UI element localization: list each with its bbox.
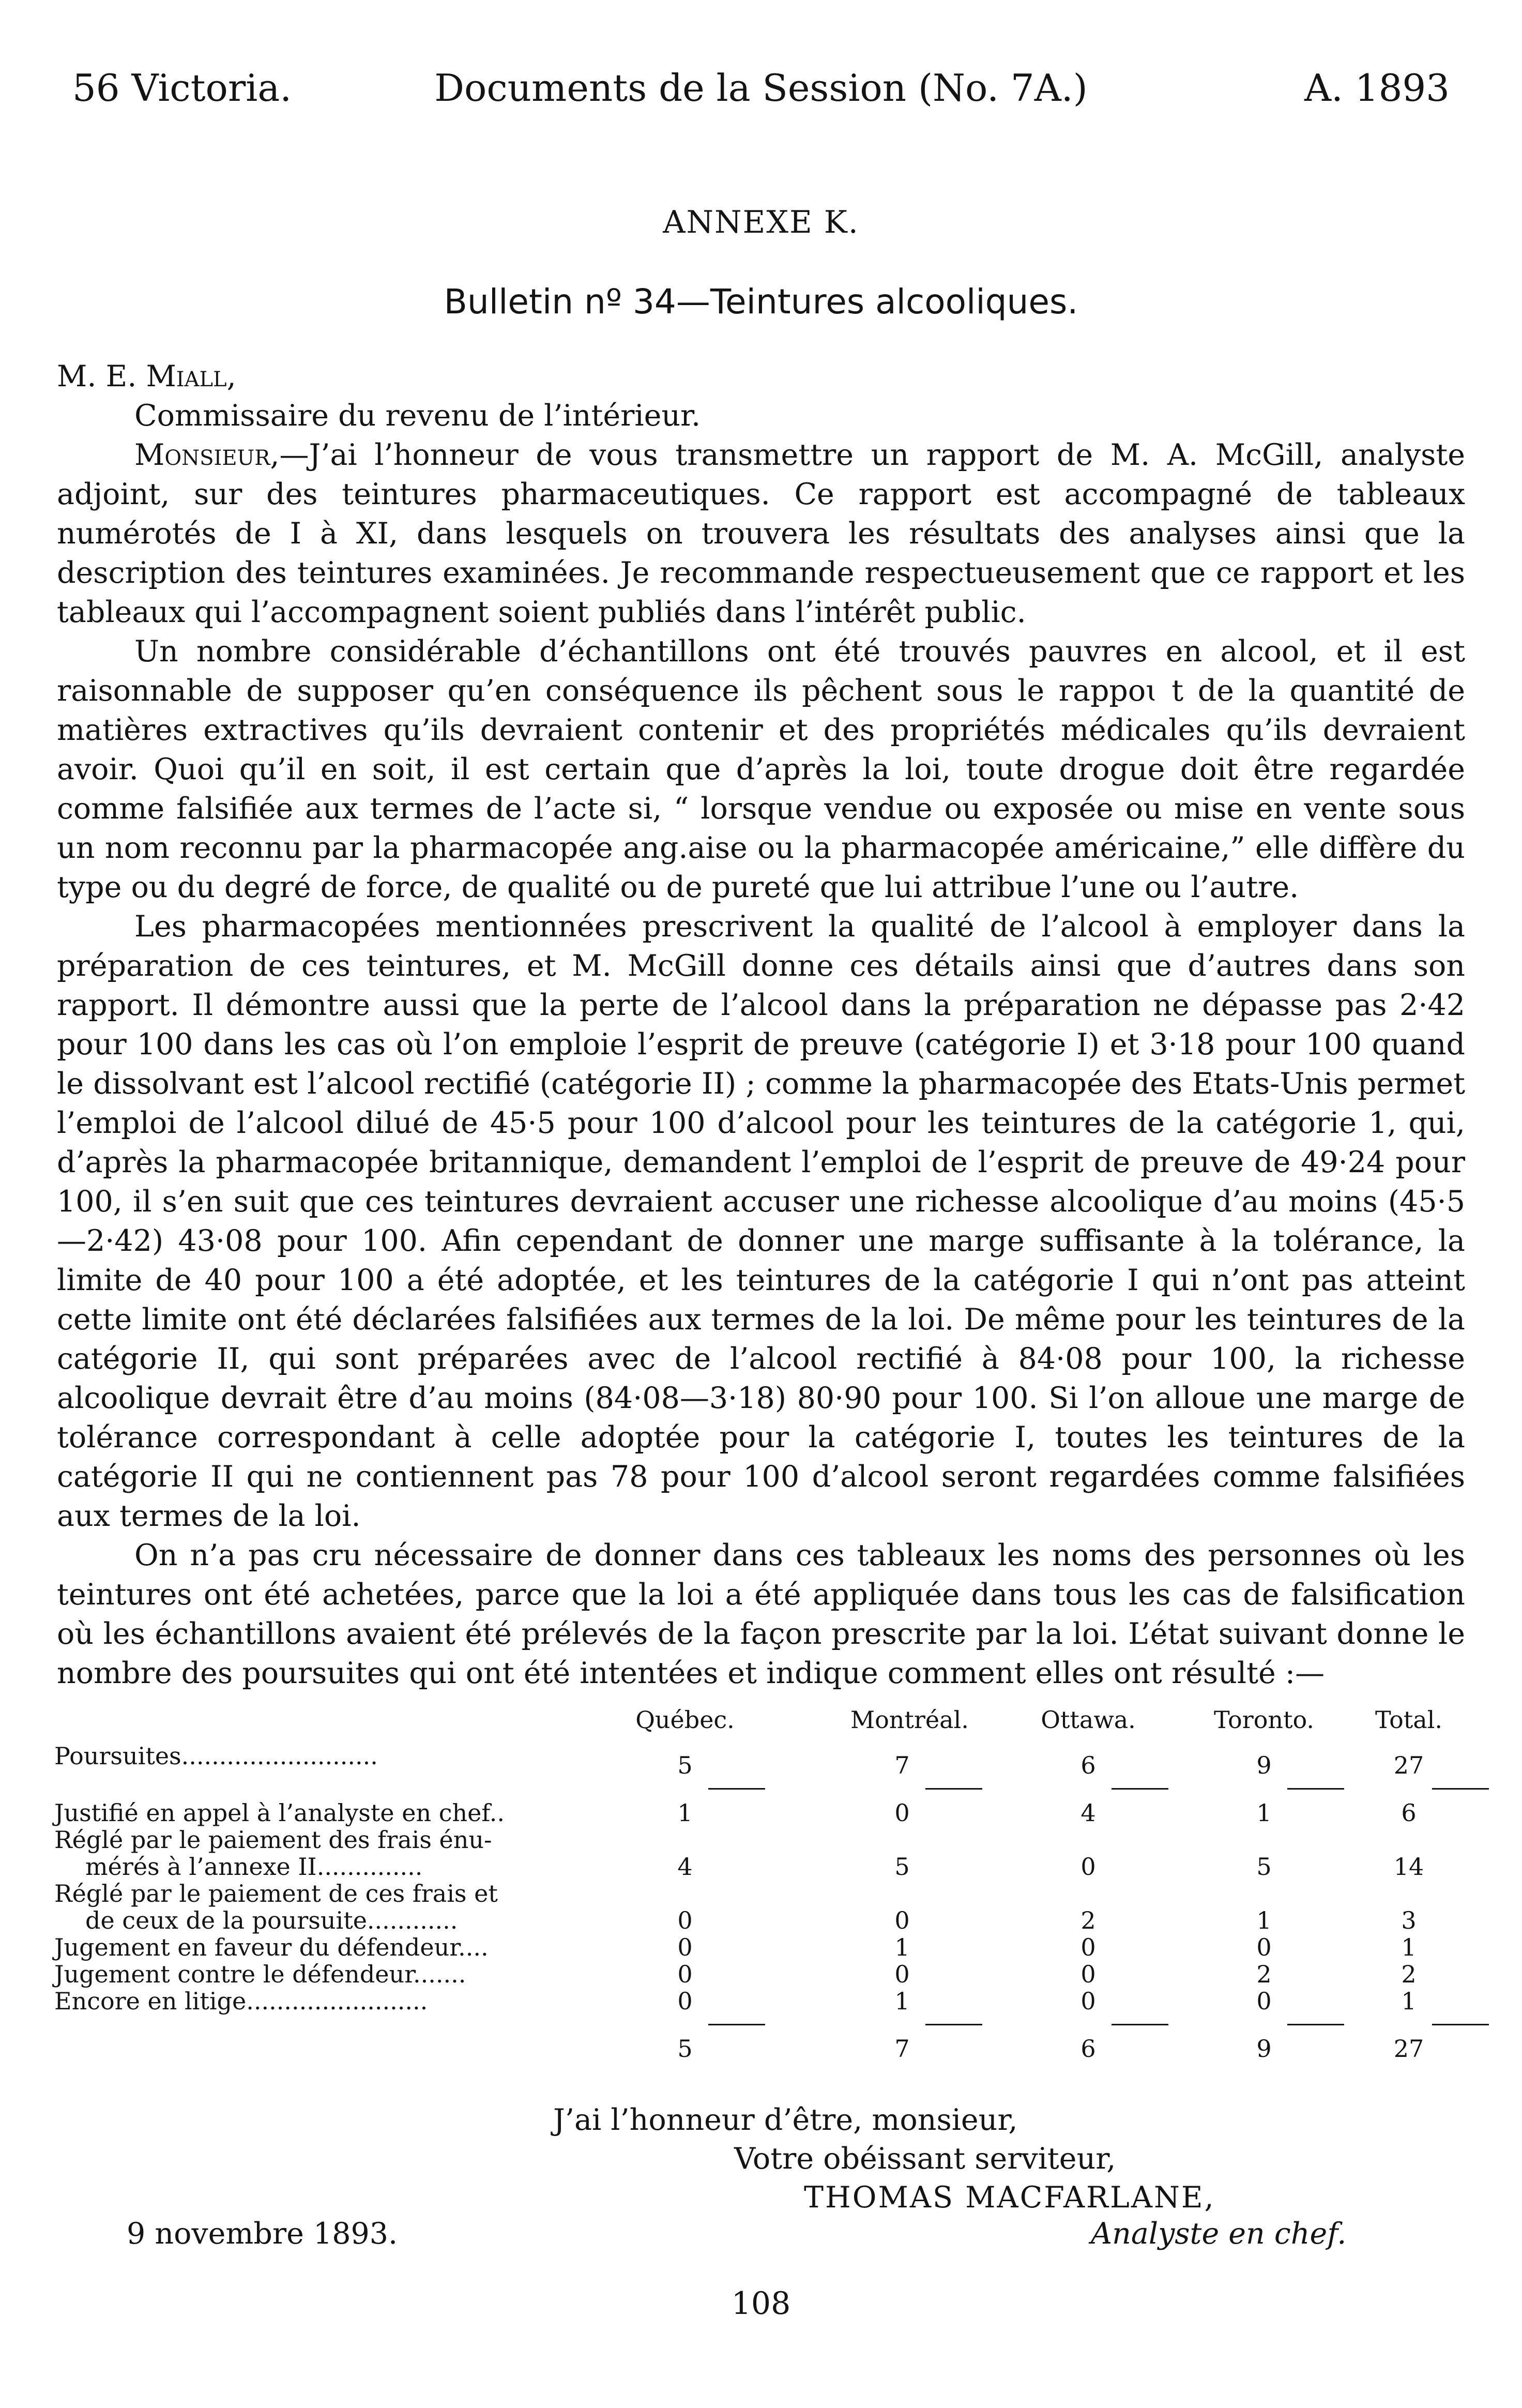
cell: 3 bbox=[1401, 1906, 1417, 1934]
header-center: Documents de la Session (No. 7A.) bbox=[434, 66, 1088, 110]
letter-body bbox=[57, 357, 1465, 1693]
page-number: 108 bbox=[731, 2285, 791, 2322]
signature-name: THOMAS MACFARLANE, bbox=[804, 2180, 1215, 2215]
row-label: Réglé par le paiement des frais énu- mérés à l’annexe II.............. bbox=[54, 1826, 492, 1881]
table-row bbox=[54, 1988, 1429, 2015]
cell: 27 bbox=[1393, 1751, 1424, 1779]
table-row-totals bbox=[54, 2035, 1429, 2062]
paragraph-3: Les pharmacopées mentionnées prescrivent la qualité de l’alcool à employer dans la préparation de ces teintures, et M. McGill donne ces détails ainsi que d’autres dans son rapport. Il démontre aussi que la perte de l’alcool dans la préparation ne dépasse pas 2·42 pour 100 dans les cas où l’on emploie l’esprit de preuve (catégorie I) et 3·18 pour 100 quand le dissolvant est l’alcool rectifié (catégorie II) ; comme la pharmacopée des Etats-Unis permet l’emploi de l’alcool dilué de 45·5 pour 100 d’alcool pour les teintures de la catégorie 1, qui, d’après la pharmacopée britannique, demandent l’emploi de l’esprit de preuve de 49·24 pour 100, il s’en suit que ces teintures devraient accuser une richesse alcoolique d’au moins (45·5—2·42) 43·08 pour 100. Afin cependant de donner une marge suffisante à la tolérance, la limite de 40 pour 100 a été adoptée, et les teintures de la catégorie I qui n’ont pas atteint cette limite ont été déclarées falsifiées aux termes de la loi. De même pour les teintures de la catégorie II, qui sont préparées avec de l’alcool rectifié à 84·08 pour 100, la richesse alcoolique devrait être d’au moins (84·08—3·18) 80·90 pour 100. Si l’on alloue une marge de tolérance correspondant à celle adoptée pour la catégorie I, toutes les teintures de la catégorie II qui ne contiennent pas 78 pour 100 d’alcool seront regardées comme falsifiées aux termes de la loi. bbox=[57, 910, 1465, 1533]
letter-date: 9 novembre 1893. bbox=[127, 2217, 398, 2251]
cell: 5 bbox=[894, 1853, 910, 1881]
table-row bbox=[54, 1880, 1429, 1934]
paragraph-1 bbox=[57, 435, 1465, 632]
cell: 1 bbox=[1401, 1987, 1417, 2015]
col-header-montreal: Montréal. bbox=[850, 1706, 969, 1734]
cell: 0 bbox=[1080, 1960, 1096, 1988]
cell: 0 bbox=[677, 1933, 693, 1961]
cell: 4 bbox=[1080, 1799, 1096, 1827]
cell: 0 bbox=[1080, 1987, 1096, 2015]
header-left: 56 Victoria. bbox=[72, 66, 292, 110]
row-label: Jugement contre le défendeur....... bbox=[54, 1960, 466, 1988]
salutation: Monsieur, bbox=[134, 438, 280, 472]
addressee-name: M. E. Miall, bbox=[57, 359, 236, 393]
col-header-total: Total. bbox=[1375, 1706, 1443, 1734]
cell: 0 bbox=[1080, 1933, 1096, 1961]
cell: 6 bbox=[1401, 1799, 1417, 1827]
cell: 0 bbox=[894, 1960, 910, 1988]
cell: 6 bbox=[1080, 2035, 1096, 2063]
row-label: Réglé par le paiement de ces frais et de ceux de la poursuite............ bbox=[54, 1880, 498, 1934]
cell: 1 bbox=[894, 1933, 910, 1961]
closing-line-1: J’ai l’honneur d’être, monsieur, bbox=[553, 2103, 1018, 2137]
cell: 7 bbox=[894, 2035, 910, 2063]
cell: 0 bbox=[1256, 1933, 1272, 1961]
cell: 5 bbox=[1256, 1853, 1272, 1881]
cell: 0 bbox=[677, 1987, 693, 2015]
cell: 5 bbox=[677, 1751, 693, 1779]
cell: 0 bbox=[677, 1960, 693, 1988]
cell: 1 bbox=[1401, 1933, 1417, 1961]
col-header-toronto: Toronto. bbox=[1213, 1706, 1315, 1734]
paragraph-4: On n’a pas cru nécessaire de donner dans ces tableaux les noms des personnes où les teintures ont été achetées, parce que la loi a été appliquée dans tous les cas de falsification où les échantillons avaient été prélevés de la façon prescrite par la loi. L’état suivant donne le nombre des poursuites qui ont été intentées et indique comment elles ont résulté :— bbox=[57, 1538, 1465, 1690]
cell: 1 bbox=[1256, 1799, 1272, 1827]
cell: 0 bbox=[677, 1906, 693, 1934]
table-rule bbox=[54, 1779, 1429, 1799]
row-label: Jugement en faveur du défendeur.... bbox=[54, 1933, 489, 1961]
cell: 14 bbox=[1393, 1853, 1424, 1881]
table-rule bbox=[54, 2015, 1429, 2035]
col-header-quebec: Québec. bbox=[635, 1706, 735, 1734]
table-row bbox=[54, 1826, 1429, 1880]
cell: 2 bbox=[1401, 1960, 1417, 1988]
cell: 2 bbox=[1080, 1906, 1096, 1934]
cell: 1 bbox=[1256, 1906, 1272, 1934]
cell: 0 bbox=[894, 1799, 910, 1827]
paragraph-2: Un nombre considérable d’échantillons ont été trouvés pauvres en alcool, et il est raisonnable de supposer qu’en conséquence ils pêchent sous le rappoɩ t de la quantité de matières extractives qu’ils devraient contenir et des propriétés médicales qu’ils devraient avoir. Quoi qu’il en soit, il est certain que d’après la loi, toute drogue doit être regardée comme falsifiée aux termes de l’acte si, “ lorsque vendue ou exposée ou mise en vente sous un nom reconnu par la pharmacopée ang.aise ou la pharmacopée américaine,” elle diffère du type ou du degré de force, de qualité ou de pureté que lui attribue l’une ou l’autre. bbox=[57, 634, 1465, 904]
cell: 9 bbox=[1256, 2035, 1272, 2063]
table-row bbox=[54, 1961, 1429, 1988]
table-row bbox=[54, 1799, 1429, 1826]
cell: 0 bbox=[1256, 1987, 1272, 2015]
paragraph-1-text: —J’ai l’honneur de vous transmettre un rapport de M. A. McGill, analyste adjoint, sur des teintures pharmaceutiques. Ce rapport est accompagné de tableaux numérotés de I à XI, dans lesquels on trouvera les résultats des analyses ainsi que la description des teintures examinées. Je recommande respectueusement que ce rapport et les tableaux qui l’accompagnent soient publiés dans l’intérêt public. bbox=[57, 438, 1465, 629]
row-label: Encore en litige........................ bbox=[54, 1987, 428, 2015]
running-header bbox=[72, 62, 1450, 114]
table-row-poursuites bbox=[54, 1743, 1429, 1779]
cell: 5 bbox=[677, 2035, 693, 2063]
cell: 6 bbox=[1080, 1751, 1096, 1779]
row-label: Poursuites.......................... bbox=[54, 1742, 378, 1770]
cell: 9 bbox=[1256, 1751, 1272, 1779]
cell: 0 bbox=[894, 1906, 910, 1934]
signature-title: Analyste en chef. bbox=[1091, 2217, 1347, 2251]
header-right: A. 1893 bbox=[1304, 66, 1450, 110]
addressee-role: Commissaire du revenu de l’intérieur. bbox=[134, 399, 701, 433]
row-label: Justifié en appel à l’analyste en chef.. bbox=[54, 1799, 505, 1827]
cell: 1 bbox=[677, 1799, 693, 1827]
col-header-ottawa: Ottawa. bbox=[1041, 1706, 1136, 1734]
annex-title: ANNEXE K. bbox=[663, 204, 859, 240]
table-header bbox=[54, 1706, 1443, 1743]
cell: 0 bbox=[1080, 1853, 1096, 1881]
cell: 27 bbox=[1393, 2035, 1424, 2063]
cell: 2 bbox=[1256, 1960, 1272, 1988]
cell: 1 bbox=[894, 1987, 910, 2015]
prosecutions-table bbox=[54, 1706, 1443, 2063]
closing-line-2: Votre obéissant serviteur, bbox=[734, 2142, 1116, 2176]
cell: 4 bbox=[677, 1853, 693, 1881]
bulletin-title: Bulletin nº 34—Teintures alcooliques. bbox=[444, 282, 1078, 322]
cell: 7 bbox=[894, 1751, 910, 1779]
table-row bbox=[54, 1934, 1429, 1961]
